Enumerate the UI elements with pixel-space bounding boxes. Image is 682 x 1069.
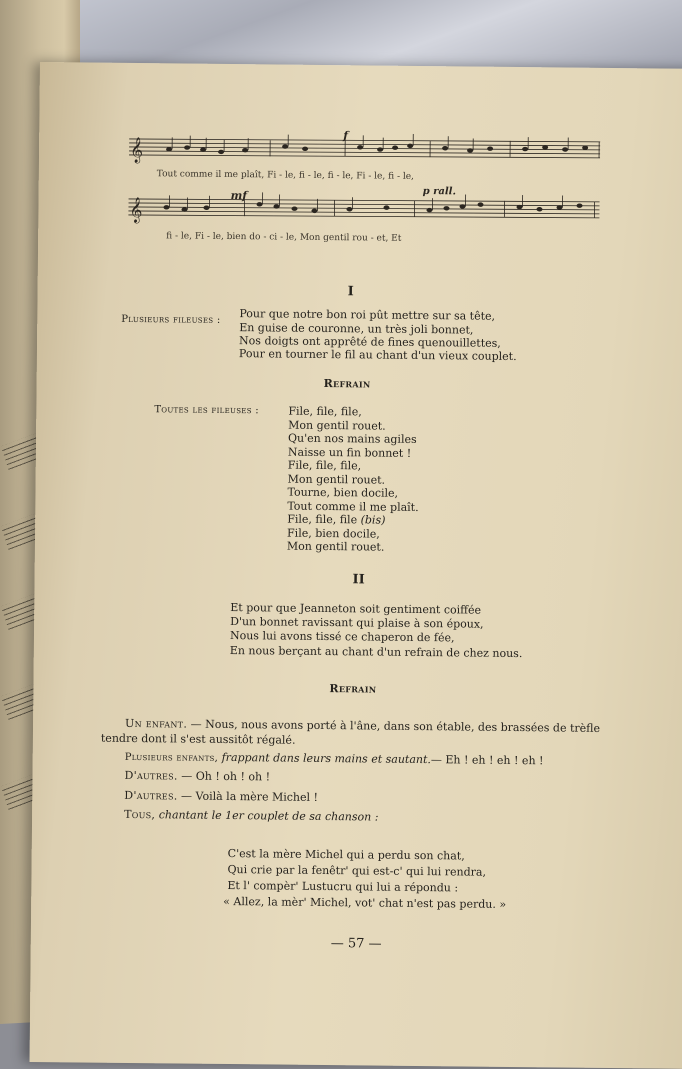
section-numeral: I <box>348 285 354 299</box>
verse-line: En nous berçant au chant d'un refrain de chez nous. <box>230 644 523 661</box>
dynamic-mark: p rall. <box>423 186 456 197</box>
music-score <box>124 131 605 246</box>
refrain-heading: Refrain <box>329 682 376 696</box>
page-number: — 57 — <box>331 937 382 951</box>
song-line: Qui crie par la fenêtr' qui est-c' qui lui rendra, <box>227 863 486 879</box>
refrain-line: Mon gentil rouet. <box>287 540 385 555</box>
refrain-line: Tourne, bien docile, <box>287 486 398 501</box>
speaker-label: D'autres. <box>124 789 177 803</box>
refrain-line-text: File, file, file <box>287 513 357 527</box>
speaker-label: Tous, <box>124 808 155 821</box>
staff-1 <box>129 137 600 160</box>
svg-text:𝄞: 𝄞 <box>129 197 142 223</box>
speaker-label: Un enfant. <box>125 717 187 731</box>
dialogue-text: — Eh ! eh ! eh ! eh ! <box>431 753 544 767</box>
refrain-line: Naisse un fin bonnet ! <box>288 446 411 461</box>
dialogue-line <box>125 750 544 769</box>
refrain-line: File, file, file, <box>288 405 362 419</box>
svg-text:𝄞: 𝄞 <box>130 137 143 163</box>
speaker-label: Plusieurs enfants, <box>125 752 219 764</box>
refrain-line: Mon gentil rouet. <box>288 473 386 488</box>
bis-marker: (bis) <box>361 513 386 526</box>
book-page <box>30 62 682 1069</box>
section-numeral: II <box>353 573 365 587</box>
lyrics-line-1: Tout comme il me plaît, Fi - le, fi - le, fi - le, Fi - le, fi - le, <box>157 169 414 182</box>
speaker-label: Toutes les fileuses : <box>154 403 259 418</box>
dialogue-line <box>124 789 318 805</box>
verse-line: Pour en tourner le fil au chant d'un vieux couplet. <box>239 347 517 363</box>
verse-line: Pour que notre bon roi pût mettre sur sa tête, <box>239 307 495 323</box>
refrain-line: Mon gentil rouet. <box>288 419 386 434</box>
song-line: « Allez, la mèr' Michel, vot' chat n'est pas perdu. » <box>223 895 506 911</box>
stage-direction: frappant dans leurs mains et sautant. <box>218 751 431 766</box>
facing-page-fragments <box>4 37 64 40</box>
refrain-line: File, file, file, <box>288 459 362 473</box>
staff-2 <box>128 197 599 220</box>
dialogue-text: — Nous, nous avons porté à l'âne, dans son étable, des brassées de trèfle <box>187 718 600 735</box>
dialogue-line <box>124 808 378 824</box>
refrain-heading: Refrain <box>324 377 371 391</box>
speaker-label: Plusieurs fileuses : <box>121 313 220 328</box>
dynamic-mark: mf <box>231 189 248 202</box>
lyrics-line-2: fi - le, Fi - le, bien do - ci - le, Mon gentil rou - et, Et <box>166 231 401 243</box>
verse-line: D'un bonnet ravissant qui plaise à son époux, <box>230 615 484 631</box>
song-line: Et l' compèr' Lustucru qui lui a répondu : <box>227 879 458 895</box>
refrain-line: File, bien docile, <box>287 527 380 541</box>
refrain-line <box>287 513 385 528</box>
stage-direction: chantant le 1er couplet de sa chanson : <box>155 808 378 823</box>
dialogue-line: tendre dont il s'est aussitôt régalé. <box>101 732 296 748</box>
speaker-label: D'autres. <box>124 769 177 783</box>
dialogue-text: — Voilà la mère Michel ! <box>178 789 319 803</box>
verse-line: En guise de couronne, un très joli bonnet, <box>239 321 473 337</box>
dialogue-text: — Oh ! oh ! oh ! <box>178 769 270 783</box>
dynamic-mark: f <box>343 129 348 142</box>
dialogue-line <box>124 769 270 784</box>
verse-line: Et pour que Jeanneton soit gentiment coiffée <box>230 601 481 617</box>
song-line: C'est la mère Michel qui a perdu son chat, <box>228 847 465 863</box>
verse-line: Nos doigts ont apprêté de fines quenouillettes, <box>239 334 501 350</box>
verse-line: Nous lui avons tissé ce chaperon de fée, <box>230 629 455 645</box>
refrain-line: Qu'en nos mains agiles <box>288 432 417 447</box>
stems-2 <box>169 191 562 213</box>
refrain-line: Tout comme il me plaît. <box>287 500 418 515</box>
